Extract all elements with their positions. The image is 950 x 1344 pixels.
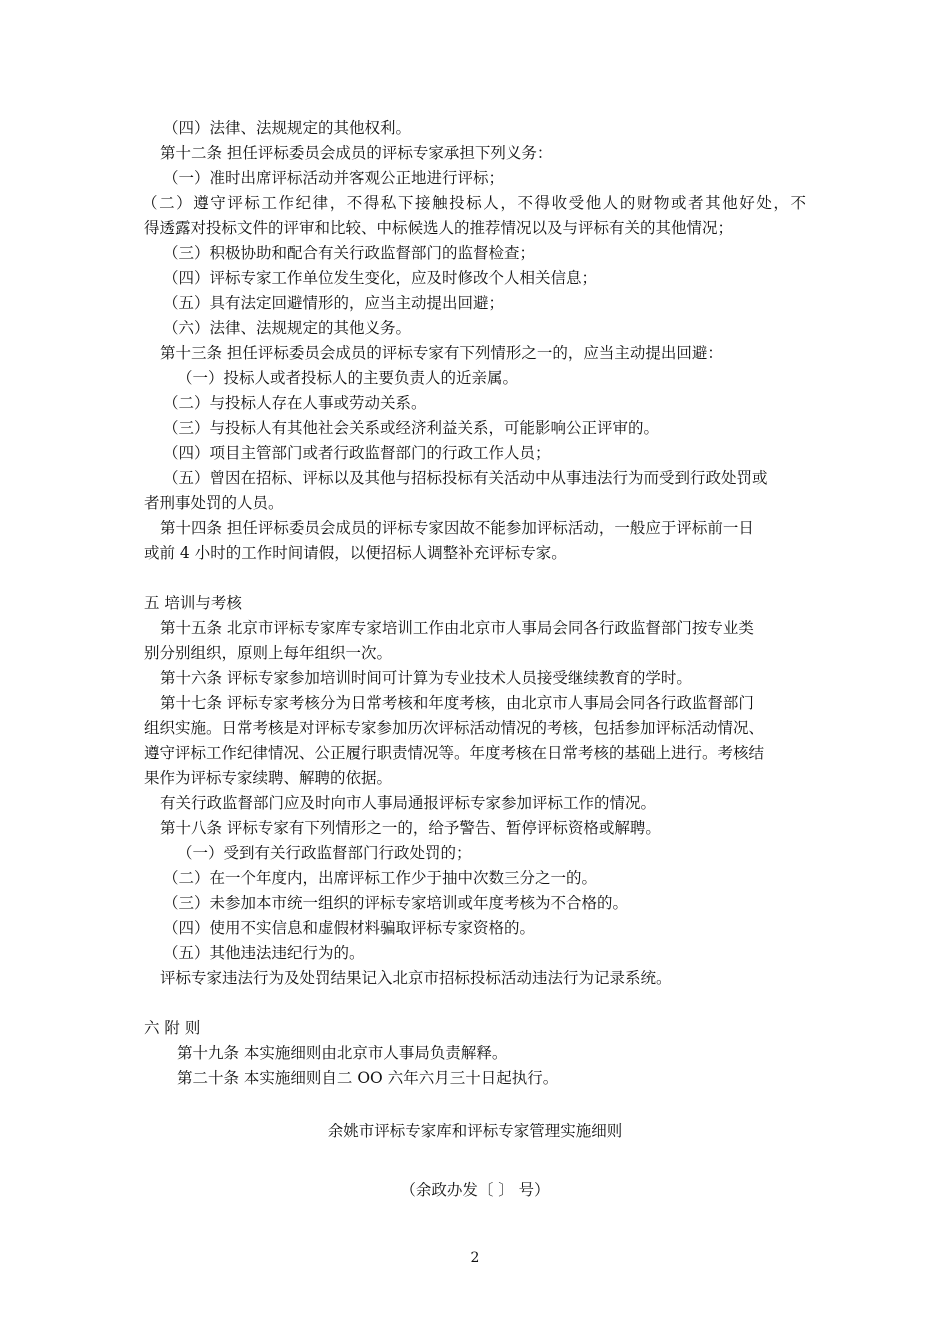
text-line: （一）投标人或者投标人的主要负责人的近亲属。 <box>177 369 519 387</box>
page-number: 2 <box>470 1250 480 1266</box>
article-13-heading: 第十三条 担任评标委员会成员的评标专家有下列情形之一的，应当主动提出回避： <box>160 344 723 362</box>
article-20-heading: 第二十条 本实施细则自二 OO 六年六月三十日起执行。 <box>177 1069 559 1087</box>
text-line: 有关行政监督部门应及时向市人事局通报评标专家参加评标工作的情况。 <box>160 794 657 812</box>
text-line: 或前 4 小时的工作时间请假，以便招标人调整补充评标专家。 <box>144 544 567 562</box>
text-line: 别分别组织，原则上每年组织一次。 <box>144 644 393 662</box>
article-17-heading: 第十七条 评标专家考核分为日常考核和年度考核，由北京市人事局会同各行政监督部门 <box>160 694 754 712</box>
text-line: 遵守评标工作纪律情况、公正履行职责情况等。年度考核在日常考核的基础上进行。考核结 <box>144 744 765 762</box>
text-line: （五）具有法定回避情形的，应当主动提出回避； <box>163 294 505 312</box>
text-line: 得透露对投标文件的评审和比较、中标候选人的推荐情况以及与评标有关的其他情况； <box>144 219 734 237</box>
text-line: （一）受到有关行政监督部门行政处罚的； <box>177 844 472 862</box>
text-line: 者刑事处罚的人员。 <box>144 494 284 512</box>
text-line: （三）积极协助和配合有关行政监督部门的监督检查； <box>163 244 536 262</box>
text-line: （五）其他违法违纪行为的。 <box>163 944 365 962</box>
article-12-heading: 第十二条 担任评标委员会成员的评标专家承担下列义务： <box>160 144 553 162</box>
text-line: （一）准时出席评标活动并客观公正地进行评标； <box>163 169 505 187</box>
article-19-heading: 第十九条 本实施细则由北京市人事局负责解释。 <box>177 1044 508 1062</box>
text-line: 果作为评标专家续聘、解聘的依据。 <box>144 769 393 787</box>
text-line: （四）评标专家工作单位发生变化，应及时修改个人相关信息； <box>163 269 598 287</box>
section-5-heading: 五 培训与考核 <box>144 594 242 612</box>
text-line: （二）遵守评标工作纪律，不得私下接触投标人，不得收受他人的财物或者其他好处，不 <box>142 194 806 212</box>
text-line: （五）曾因在招标、评标以及其他与招标投标有关活动中从事违法行为而受到行政处罚或 <box>163 469 768 487</box>
article-16-heading: 第十六条 评标专家参加培训时间可计算为专业技术人员接受继续教育的学时。 <box>160 669 692 687</box>
text-line: （四）使用不实信息和虚假材料骗取评标专家资格的。 <box>163 919 536 937</box>
article-15-heading: 第十五条 北京市评标专家库专家培训工作由北京市人事局会同各行政监督部门按专业类 <box>160 619 754 637</box>
article-14-heading: 第十四条 担任评标委员会成员的评标专家因故不能参加评标活动，一般应于评标前一日 <box>160 519 754 537</box>
text-line: 组织实施。日常考核是对评标专家参加历次评标活动情况的考核，包括参加评标活动情况、 <box>144 719 765 737</box>
text-line: （二）在一个年度内，出席评标工作少于抽中次数三分之一的。 <box>163 869 598 887</box>
next-document-title: 余姚市评标专家库和评标专家管理实施细则 <box>327 1122 623 1140</box>
text-line: 评标专家违法行为及处罚结果记入北京市招标投标活动违法行为记录系统。 <box>160 969 672 987</box>
text-line: （四）项目主管部门或者行政监督部门的行政工作人员； <box>163 444 551 462</box>
text-line: （六）法律、法规规定的其他义务。 <box>163 319 412 337</box>
text-line: （三）未参加本市统一组织的评标专家培训或年度考核为不合格的。 <box>163 894 629 912</box>
section-6-heading: 六 附 则 <box>144 1019 201 1037</box>
document-number: （余政办发〔 〕 号） <box>400 1181 550 1199</box>
text-line: （二）与投标人存在人事或劳动关系。 <box>163 394 427 412</box>
article-18-heading: 第十八条 评标专家有下列情形之一的，给予警告、暂停评标资格或解聘。 <box>160 819 661 837</box>
text-line: （三）与投标人有其他社会关系或经济利益关系，可能影响公正评审的。 <box>163 419 660 437</box>
text-line: （四）法律、法规规定的其他权利。 <box>163 119 412 137</box>
